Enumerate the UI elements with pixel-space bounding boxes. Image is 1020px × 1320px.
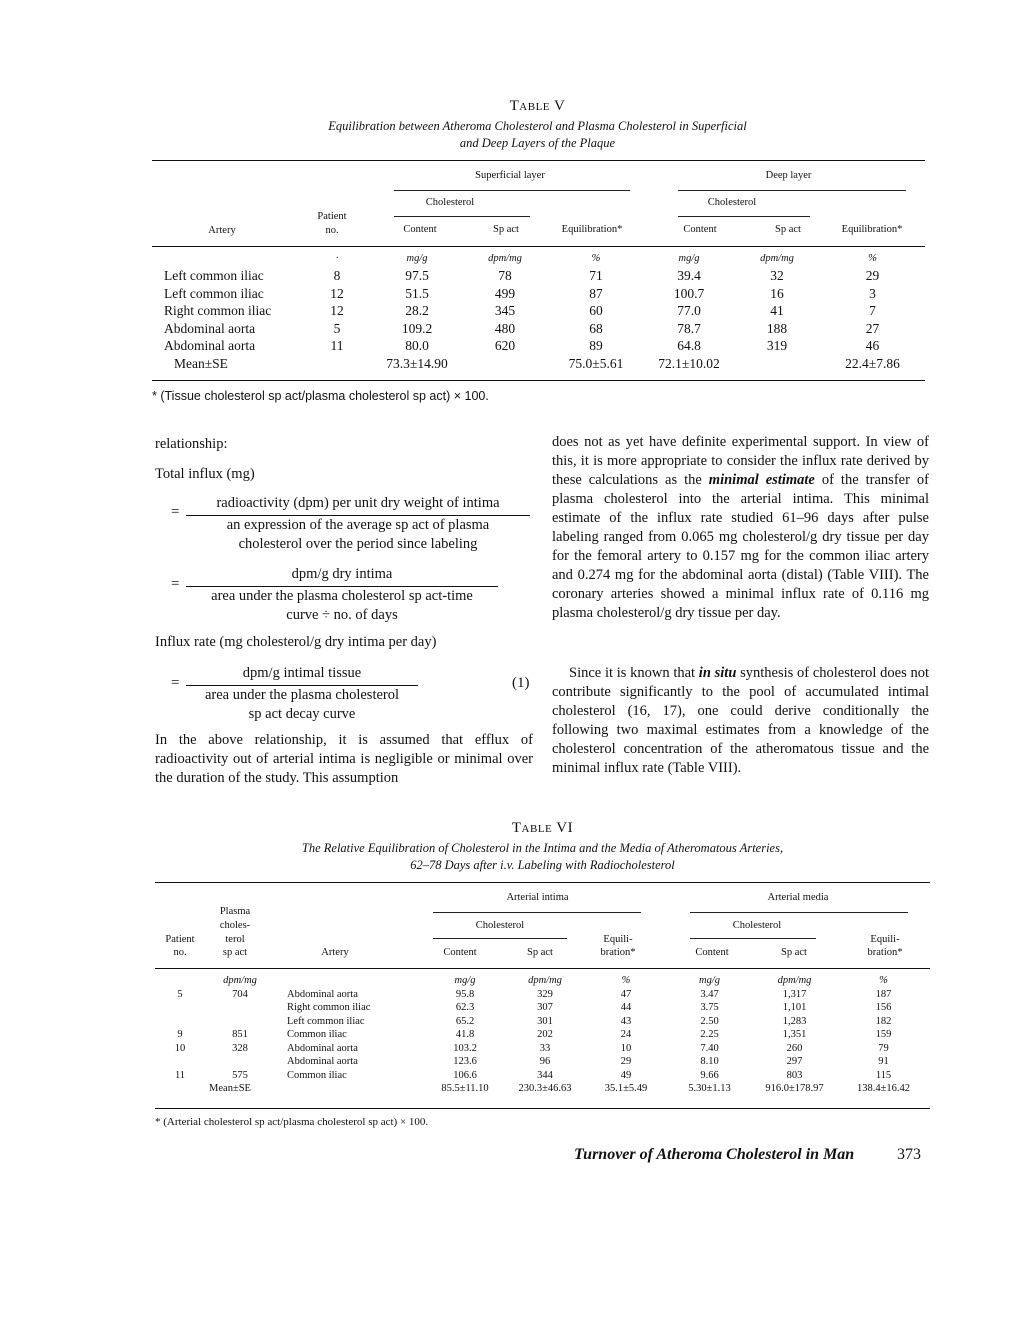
cell: 11 — [174, 1069, 186, 1081]
table6-h-artery: Artery — [321, 947, 349, 958]
f3-numerator: dpm/g intimal tissue — [242, 665, 362, 681]
cell — [155, 1055, 205, 1069]
f2-numerator: dpm/g dry intima — [291, 566, 393, 582]
table5-h-content2: Content — [683, 224, 717, 235]
cell — [155, 1015, 205, 1029]
cell: 916.0±178.97 — [765, 1083, 824, 1095]
cell: 41.8 — [455, 1029, 475, 1041]
cell: 156 — [875, 1002, 892, 1014]
cell: 71 — [589, 268, 603, 284]
table5-body — [152, 250, 925, 373]
table5-h-chol2: Cholesterol — [707, 197, 757, 208]
table5-h-deep: Deep layer — [765, 170, 812, 181]
f3-denominator-1: area under the plasma cholesterol — [204, 687, 400, 703]
cell: 41 — [770, 303, 784, 319]
table-row — [155, 1042, 930, 1056]
cell: 620 — [494, 338, 516, 354]
cell: 803 — [786, 1069, 803, 1081]
unit: dpm/mg — [777, 975, 812, 987]
table-row — [152, 303, 925, 321]
cell: 28.2 — [405, 303, 429, 319]
cell: 9 — [177, 1029, 183, 1041]
table-row — [155, 1055, 930, 1069]
unit: mg/g — [699, 975, 720, 987]
table-row — [155, 1069, 930, 1083]
cell: 97.5 — [405, 268, 429, 284]
cell: 24 — [620, 1029, 632, 1041]
cell: 123.6 — [453, 1056, 477, 1068]
cell: 3.75 — [700, 1002, 719, 1014]
table6-h-bration1: bration* — [600, 947, 636, 958]
cell: 7 — [869, 303, 876, 319]
table6-h-chol1: Cholesterol — [475, 920, 525, 931]
table6-h-bration2: bration* — [867, 947, 903, 958]
cell — [205, 1015, 275, 1029]
table5-h-content1: Content — [403, 224, 437, 235]
cell: 77.0 — [677, 303, 701, 319]
table5-footnote: * (Tissue cholesterol sp act/plasma cholesterol sp act) × 100. — [152, 389, 489, 403]
text: does not as yet have definite experimental support. In view of this, it is more appropriate to consider the influx rate derived by these calculations as the — [552, 434, 929, 488]
cell: 10 — [174, 1042, 186, 1054]
equals-sign: = — [171, 675, 180, 691]
table5-h-spact2: Sp act — [775, 224, 801, 235]
table5-h-artery: Artery — [208, 225, 236, 236]
cell: 138.4±16.42 — [856, 1083, 910, 1095]
cell — [734, 355, 820, 373]
table6-h-patient: Patient — [165, 934, 195, 945]
cell — [462, 355, 548, 373]
cell: 8.10 — [700, 1056, 719, 1068]
cell: 60 — [589, 303, 603, 319]
cell: 297 — [786, 1056, 803, 1068]
equation-number: (1) — [512, 675, 530, 691]
table5-top-rule — [152, 160, 925, 161]
cell: 49 — [620, 1069, 632, 1081]
cell: Right common iliac — [164, 303, 272, 319]
table6-label: Table VI — [511, 820, 574, 836]
cell: 1,101 — [782, 1002, 807, 1014]
unit: % — [621, 975, 631, 987]
table6-h-media: Arterial media — [767, 892, 829, 903]
table6-h-content1: Content — [443, 947, 477, 958]
cell: 29 — [865, 268, 880, 284]
table5-header-rule — [152, 246, 925, 247]
cell: 1,317 — [782, 988, 807, 1000]
emphasis: minimal estimate — [708, 472, 815, 488]
cell: 3.47 — [700, 988, 719, 1000]
running-footer-title: Turnover of Atheroma Cholesterol in Man — [574, 1146, 855, 1163]
cell — [205, 1001, 275, 1015]
cell: 10 — [620, 1042, 632, 1054]
right-paragraph-2 — [552, 664, 929, 778]
cell: 5 — [333, 320, 341, 336]
table6-title — [155, 840, 930, 874]
table-row — [155, 988, 930, 1002]
cell: 187 — [875, 988, 892, 1000]
cell: 35.1±5.49 — [604, 1083, 648, 1095]
cell: 95.8 — [455, 988, 475, 1000]
cell: 3 — [869, 285, 876, 301]
cell: 79 — [878, 1042, 889, 1054]
cell: 115 — [875, 1069, 892, 1081]
unit: dpm/mg — [528, 975, 562, 987]
cell: 51.5 — [405, 285, 429, 301]
cell: Right common iliac — [287, 1002, 371, 1014]
table6-title-line1: The Relative Equilibration of Cholesterol in the Intima and the Media of Atheromatous Arteries, — [301, 841, 784, 855]
cell: 78.7 — [677, 320, 701, 336]
cell: 9.66 — [700, 1069, 719, 1081]
cell: Abdominal aorta — [287, 988, 358, 1000]
table-row — [152, 320, 925, 338]
cell: 29 — [620, 1056, 632, 1068]
cell: 16 — [770, 285, 784, 301]
text: synthesis of cholesterol does not contribute significantly to the pool of accumulated intimal cholesterol (16, 17), one could derive conditionally the following two maximal estimates from a knowledge of the cholesterol concentration of the atheromatous tissue and the minimal influx rate (Table VIII). — [552, 665, 929, 776]
cell: Mean±SE — [174, 355, 228, 371]
cell: 307 — [537, 1002, 553, 1014]
f2-denominator-2: curve ÷ no. of days — [286, 607, 398, 623]
cell: 103.2 — [453, 1042, 477, 1054]
cell: 68 — [589, 320, 603, 336]
table6-h-spact1: Sp act — [527, 947, 553, 958]
cell: 182 — [875, 1015, 892, 1027]
cell: 499 — [494, 285, 516, 301]
cell: Abdominal aorta — [164, 338, 256, 354]
cell: 62.3 — [455, 1002, 475, 1014]
cell: 22.4±7.86 — [845, 355, 900, 371]
cell: 301 — [537, 1015, 553, 1027]
cell: Common iliac — [287, 1069, 347, 1081]
cell: 159 — [875, 1029, 892, 1041]
cell: 106.6 — [453, 1069, 477, 1081]
unit: % — [879, 975, 888, 987]
cell: 39.4 — [677, 268, 701, 284]
table5-h-chol1: Cholesterol — [425, 197, 475, 208]
f1-denominator-1: an expression of the average sp act of plasma — [226, 517, 490, 533]
cell: 33 — [539, 1042, 551, 1054]
cell: Left common iliac — [287, 1015, 365, 1027]
cell: 2.50 — [700, 1015, 719, 1027]
page-number: 373 — [897, 1146, 921, 1163]
table-row-mean — [152, 355, 925, 373]
total-influx-label: Total influx (mg) — [155, 466, 255, 482]
relationship-label: relationship: — [155, 436, 228, 452]
cell: 43 — [620, 1015, 632, 1027]
table6-bottom-rule — [155, 1108, 930, 1109]
text: Since it is known that — [569, 665, 699, 681]
cell: 202 — [537, 1029, 553, 1041]
unit: % — [868, 253, 877, 265]
cell: 109.2 — [401, 320, 433, 336]
table-row — [152, 338, 925, 356]
equals-sign: = — [171, 504, 180, 520]
unit: dpm/mg — [223, 975, 257, 987]
cell: 87 — [589, 285, 603, 301]
cell — [155, 1001, 205, 1015]
table5-label: Table V — [509, 98, 566, 114]
cell: Left common iliac — [164, 285, 264, 301]
cell: 75.0±5.61 — [568, 355, 624, 371]
cell: 73.3±14.90 — [386, 355, 448, 371]
unit: % — [591, 253, 601, 265]
table6-h-chol2: Cholesterol — [732, 920, 782, 931]
table6-h-plasma2: choles- — [219, 920, 251, 931]
table-row — [155, 1015, 930, 1029]
table-row — [155, 1001, 930, 1015]
cell — [302, 355, 372, 373]
table6-top-rule — [155, 882, 930, 883]
table5-h-patient: Patient — [317, 211, 347, 222]
table-row — [152, 268, 925, 286]
influx-rate-label: Influx rate (mg cholesterol/g dry intima per day) — [155, 634, 437, 650]
right-paragraph-1 — [552, 433, 929, 623]
table6-footnote: * (Arterial cholesterol sp act/plasma cholesterol sp act) × 100. — [155, 1116, 429, 1128]
cell: 344 — [537, 1069, 553, 1081]
cell: 89 — [589, 338, 603, 354]
cell: 345 — [494, 303, 516, 319]
unit: mg/g — [454, 975, 476, 987]
cell: 575 — [232, 1069, 248, 1081]
cell: 188 — [766, 320, 788, 336]
table6-h-no: no. — [173, 947, 187, 958]
emphasis: in situ — [698, 665, 737, 681]
table-row — [155, 1028, 930, 1042]
cell: 328 — [232, 1042, 248, 1054]
cell: 32 — [770, 268, 784, 284]
unit: mg/g — [406, 253, 428, 265]
cell: 11 — [330, 338, 344, 354]
table-row — [152, 285, 925, 303]
text: of the transfer of plasma cholesterol into the arterial intima. This minimal estimate of the influx rate studied 61–96 days after pulse labeling ranged from 0.065 mg cholesterol/g dry tissue per day for the femoral artery to 0.157 mg for the common iliac artery and 0.274 mg for the abdominal aorta (distal) (Table VIII). The coronary arteries showed a minimal influx rate of 0.116 mg plasma cholesterol/g dry tissue per day. — [552, 472, 929, 621]
cell: 44 — [620, 1002, 632, 1014]
table-row-mean — [155, 1082, 930, 1096]
table6-h-plasma1: Plasma — [219, 906, 251, 917]
cell: 1,283 — [782, 1015, 807, 1027]
cell: 480 — [494, 320, 516, 336]
f1-denominator-2: cholesterol over the period since labeling — [238, 536, 478, 552]
table6-h-content2: Content — [695, 947, 729, 958]
cell: Abdominal aorta — [287, 1056, 358, 1068]
f1-numerator: radioactivity (dpm) per unit dry weight of intima — [216, 495, 500, 511]
cell: 72.1±10.02 — [658, 355, 720, 371]
table6-h-equili1: Equili- — [603, 934, 633, 945]
cell: 8 — [333, 268, 341, 284]
cell: 7.40 — [700, 1042, 719, 1054]
cell: 230.3±46.63 — [518, 1083, 572, 1095]
cell: 91 — [878, 1056, 889, 1068]
table5-units-row: · mg/g dpm/mg % mg/g dpm/mg % — [152, 250, 925, 268]
table6-header — [155, 884, 930, 968]
cell: 27 — [865, 320, 880, 336]
table6-header-rule — [155, 968, 930, 969]
table6-title-line2: 62–78 Days after i.v. Labeling with Radiocholesterol — [410, 858, 675, 872]
table5-title-line1: Equilibration between Atheroma Cholesterol and Plasma Cholesterol in Superficial — [328, 119, 747, 133]
cell: 47 — [620, 988, 632, 1000]
table5-title-line2: and Deep Layers of the Plaque — [459, 136, 616, 150]
cell: 260 — [786, 1042, 803, 1054]
unit: dpm/mg — [760, 253, 794, 265]
cell: 64.8 — [677, 338, 701, 354]
table6-h-equili2: Equili- — [870, 934, 900, 945]
table6-h-intima: Arterial intima — [506, 892, 569, 903]
table5-header — [152, 162, 925, 246]
cell: 65.2 — [455, 1015, 475, 1027]
table6-h-plasma3: terol — [225, 934, 245, 945]
cell: Abdominal aorta — [164, 320, 256, 336]
cell: 5 — [177, 988, 183, 1000]
table5-h-superficial: Superficial layer — [475, 170, 545, 181]
cell — [205, 1055, 275, 1069]
table5-h-equil1: Equilibration* — [561, 224, 623, 235]
cell: 2.25 — [700, 1029, 719, 1041]
cell: Left common iliac — [164, 268, 264, 284]
cell: 46 — [865, 338, 880, 354]
cell: 319 — [766, 338, 788, 354]
cell: 100.7 — [673, 285, 705, 301]
f3-denominator-2: sp act decay curve — [248, 706, 356, 722]
table5-title — [150, 118, 925, 152]
cell: 12 — [330, 285, 344, 301]
f2-denominator-1: area under the plasma cholesterol sp act-time — [211, 588, 473, 604]
table6-body — [155, 974, 930, 1096]
table6-units-row — [155, 974, 930, 988]
left-paragraph: In the above relationship, it is assumed that efflux of radioactivity out of arterial intima is negligible or minimal over the duration of the study. This assumption — [155, 732, 533, 786]
unit: mg/g — [678, 253, 700, 265]
cell: Mean±SE — [209, 1083, 251, 1095]
cell: 85.5±11.10 — [441, 1083, 489, 1095]
cell: 329 — [537, 988, 553, 1000]
cell: 12 — [330, 303, 344, 319]
table5-h-no: no. — [325, 225, 339, 236]
cell: 5.30±1.13 — [688, 1083, 731, 1095]
equals-sign: = — [171, 576, 180, 592]
cell: 851 — [232, 1029, 248, 1041]
cell: 80.0 — [405, 338, 429, 354]
table5-h-spact1: Sp act — [493, 224, 519, 235]
cell: 704 — [232, 988, 248, 1000]
cell: 78 — [498, 268, 512, 284]
cell: Abdominal aorta — [287, 1042, 358, 1054]
cell: Common iliac — [287, 1029, 347, 1041]
unit: dpm/mg — [488, 253, 522, 265]
cell: 1,351 — [782, 1029, 807, 1041]
table6-h-plasma4: sp act — [222, 947, 248, 958]
cell: 96 — [539, 1056, 551, 1068]
table5-h-equil2: Equilibration* — [841, 224, 903, 235]
table6-h-spact2: Sp act — [781, 947, 807, 958]
table5-bottom-rule — [152, 380, 925, 381]
